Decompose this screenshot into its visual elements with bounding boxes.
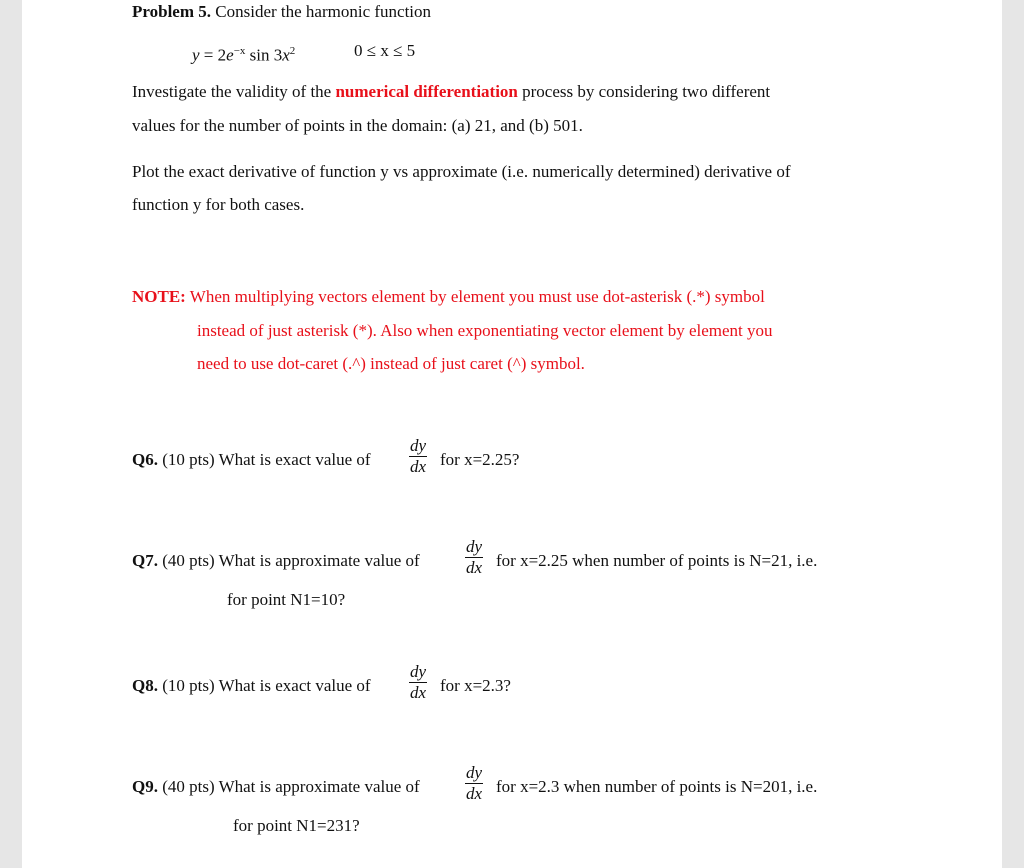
equation-square: 2: [289, 45, 296, 57]
paragraph-1-line-2: values for the number of points in the domain: (a) 21, and (b) 501.: [132, 116, 583, 135]
equation-lhs: y: [192, 45, 200, 65]
note-text-1: When multiplying vectors element by element you must use dot-asterisk (.*) symbol: [185, 287, 765, 306]
note-label: NOTE:: [132, 287, 186, 306]
problem-intro: Consider the harmonic function: [215, 2, 432, 21]
q9-condition: for x=2.3 when number of points is N=201, i.e.: [496, 777, 818, 796]
problem-header: [132, 2, 431, 22]
q8-fraction-denominator: dx: [410, 683, 427, 702]
question-q7: [132, 551, 420, 571]
para1-text-b: process by considering two different: [517, 82, 771, 101]
document-page: [22, 0, 1002, 868]
q6-label: Q6.: [132, 450, 158, 469]
q8-text: (10 pts) What is exact value of: [157, 676, 371, 695]
paragraph-2-line-1: Plot the exact derivative of function y vs approximate (i.e. numerically determined) derivative of: [132, 162, 791, 181]
equation-rhs-prefix: = 2: [203, 45, 227, 65]
equation: [192, 41, 295, 66]
question-q9: [132, 777, 420, 797]
q7-text: (40 pts) What is approximate value of: [157, 551, 420, 570]
paragraph-2-line-2: function y for both cases.: [132, 195, 305, 214]
q9-line-2: for point N1=231?: [233, 816, 360, 835]
equation-domain: 0 ≤ x ≤ 5: [354, 41, 416, 60]
q7-fraction-denominator: dx: [466, 558, 483, 577]
equation-exponent: −x: [233, 45, 246, 57]
q8-condition: for x=2.3?: [440, 676, 511, 695]
q7-label: Q7.: [132, 551, 158, 570]
note-line-2: instead of just asterisk (*). Also when exponentiating vector element by element you: [197, 321, 773, 340]
problem-label: Problem 5.: [132, 2, 212, 21]
q9-text: (40 pts) What is approximate value of: [157, 777, 420, 796]
q8-fraction-numerator: dy: [410, 662, 427, 681]
note-line-1: [132, 287, 765, 307]
q6-fraction-numerator: dy: [410, 436, 427, 455]
question-q8: [132, 676, 371, 696]
q7-condition: for x=2.25 when number of points is N=21, i.e.: [496, 551, 818, 570]
q7-derivative-fraction: [465, 538, 483, 577]
para1-text-a: Investigate the validity of the: [132, 82, 336, 101]
q6-fraction-denominator: dx: [410, 457, 427, 476]
q9-derivative-fraction: [465, 764, 483, 803]
q8-label: Q8.: [132, 676, 158, 695]
q9-fraction-denominator: dx: [466, 784, 483, 803]
numerical-differentiation-highlight: numerical differentiation: [335, 82, 518, 101]
q9-fraction-numerator: dy: [466, 763, 483, 782]
paragraph-1-line-1: [132, 82, 770, 102]
equation-e: e: [226, 45, 234, 65]
equation-x: x: [282, 45, 290, 65]
q7-line-2: for point N1=10?: [227, 590, 346, 609]
q6-derivative-fraction: [409, 437, 427, 476]
q8-derivative-fraction: [409, 663, 427, 702]
q6-text: (10 pts) What is exact value of: [157, 450, 371, 469]
note-line-3: need to use dot-caret (.^) instead of just caret (^) symbol.: [197, 354, 585, 373]
question-q6: [132, 450, 371, 470]
equation-sin: sin 3: [249, 45, 283, 65]
q9-label: Q9.: [132, 777, 158, 796]
q7-fraction-numerator: dy: [466, 537, 483, 556]
q6-condition: for x=2.25?: [440, 450, 520, 469]
